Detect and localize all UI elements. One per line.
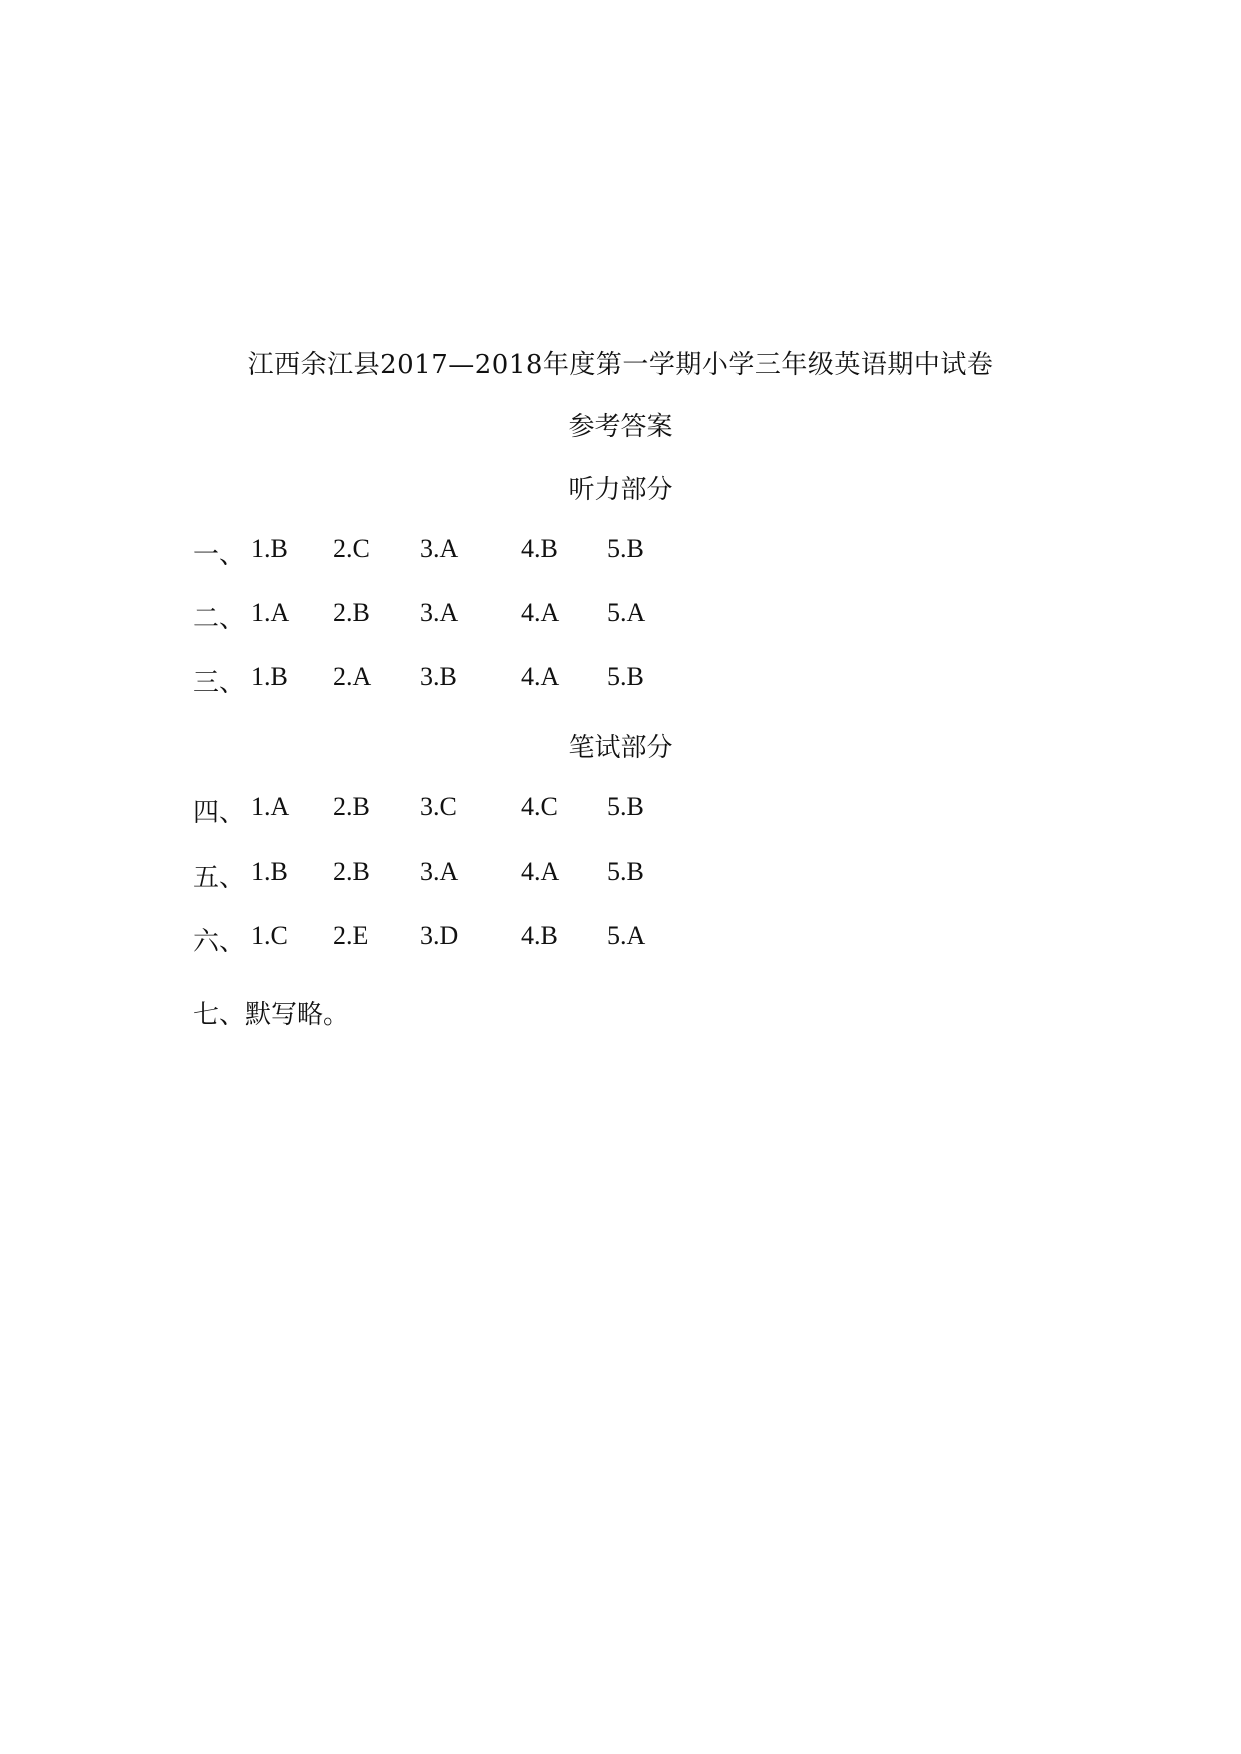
answer-item: 2.B — [333, 857, 370, 886]
dictation-omitted-note: 七、默写略。 — [193, 1000, 350, 1030]
answer-item: 1.A — [251, 792, 290, 821]
question-number: 四、 — [193, 798, 246, 828]
answer-item: 2.E — [333, 921, 369, 950]
answer-item: 2.C — [333, 534, 370, 563]
answer-item: 3.A — [420, 598, 459, 627]
answer-item: 3.D — [420, 921, 459, 950]
answer-item: 1.A — [251, 598, 290, 627]
section-heading-listening: 听力部分 — [568, 475, 673, 505]
answer-item: 1.C — [251, 921, 288, 950]
answer-item: 5.B — [607, 662, 644, 691]
question-number: 二、 — [193, 604, 246, 634]
answer-item: 2.B — [333, 598, 370, 627]
answer-item: 1.B — [251, 662, 288, 691]
answer-item: 5.A — [607, 921, 646, 950]
answer-item: 3.A — [420, 857, 459, 886]
answer-item: 5.A — [607, 598, 646, 627]
answer-item: 3.B — [420, 662, 457, 691]
question-number: 一、 — [193, 540, 246, 570]
answer-item: 5.B — [607, 857, 644, 886]
answer-item: 1.B — [251, 534, 288, 563]
answer-item: 1.B — [251, 857, 288, 886]
document-subtitle: 参考答案 — [568, 412, 673, 442]
answer-item: 4.A — [521, 598, 560, 627]
answer-item: 4.B — [521, 534, 558, 563]
section-heading-written: 笔试部分 — [568, 733, 673, 763]
answer-item: 2.A — [333, 662, 372, 691]
answer-item: 3.C — [420, 792, 457, 821]
answer-item: 4.C — [521, 792, 558, 821]
question-number: 五、 — [193, 863, 246, 893]
answer-item: 4.A — [521, 662, 560, 691]
question-number: 三、 — [193, 668, 246, 698]
answer-item: 5.B — [607, 792, 644, 821]
answer-item: 4.A — [521, 857, 560, 886]
answer-item: 4.B — [521, 921, 558, 950]
answer-item: 5.B — [607, 534, 644, 563]
answer-item: 2.B — [333, 792, 370, 821]
document-title: 江西余江县2017—2018年度第一学期小学三年级英语期中试卷 — [247, 350, 994, 380]
answer-item: 3.A — [420, 534, 459, 563]
question-number: 六、 — [193, 927, 246, 957]
